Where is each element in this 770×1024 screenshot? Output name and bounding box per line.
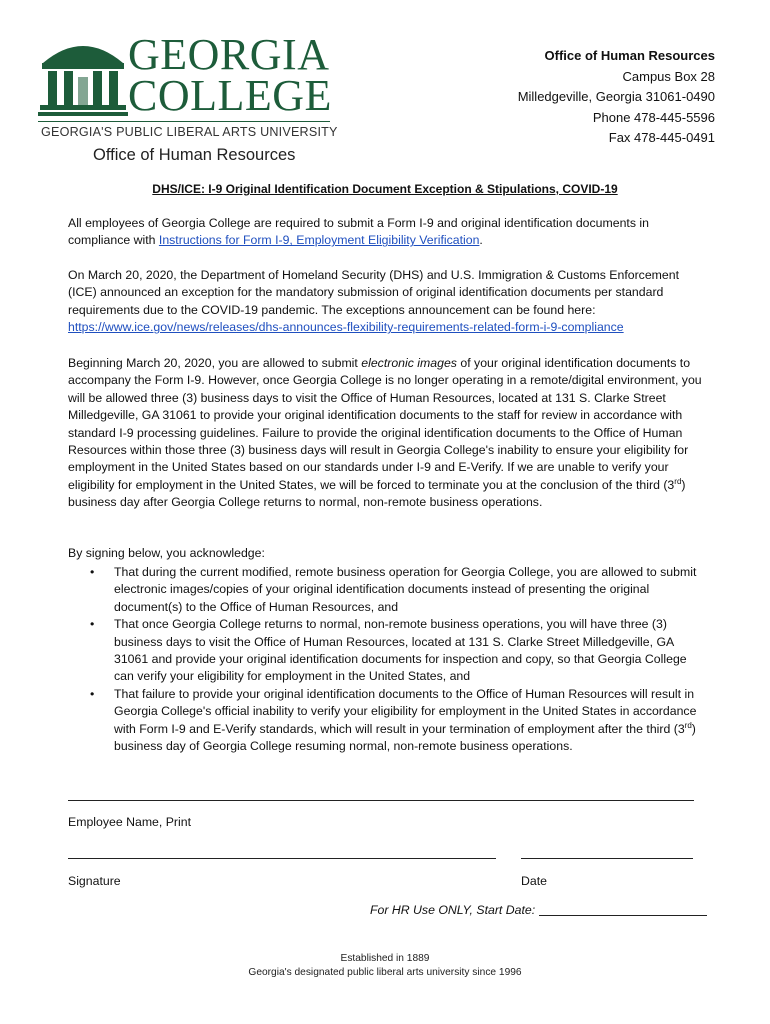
department-name: Office of Human Resources [93,146,296,164]
paragraph-electronic-images [68,355,708,512]
intro-text: All employees of Georgia College are required to submit a Form I-9 and original identification documents in compliance with [68,216,649,248]
acknowledgement-list [68,564,708,755]
footer [0,952,770,980]
bullet-icon: • [90,565,95,579]
date-label: Date [521,874,547,888]
list-item [68,616,708,686]
list-item-text: That during the current modified, remote business operation for Georgia College, you are allowed to submit electronic images/copies of your original identification documents instead of presenting the original document(s) to the Office of Human Resources, and [114,565,697,614]
address-city: Milledgeville, Georgia 31061-0490 [517,89,715,104]
logo-tagline: GEORGIA'S PUBLIC LIBERAL ARTS UNIVERSITY [41,125,338,139]
hr-start-date [370,903,707,917]
list-item-superscript: rd [684,720,692,730]
bullet-icon: • [90,686,95,701]
p3-text-c: ) business day after Georgia College returns to normal, non-remote business operations. [68,477,686,510]
list-item [68,564,708,616]
logo-divider [38,121,330,122]
p3-emphasis: electronic images [361,356,457,370]
document-title: DHS/ICE: I-9 Original Identification Document Exception & Stipulations, COVID-19 [152,182,618,196]
address-phone: Phone 478-445-5596 [592,109,715,125]
address-org: Office of Human Resources [544,48,715,63]
acknowledge-intro: By signing below, you acknowledge: [68,546,265,560]
employee-name-label: Employee Name, Print [68,815,192,829]
bullet-icon: • [90,617,95,632]
address-block [518,46,715,149]
p3-text-b: of your original identification documents to accompany the Form I-9. However, once Georgia College is no longer operating in a remote/digital environment, you will be allowed three (3) business days to visit the Office of Human Resources, located at 131 S. Clarke Street Milledgeville, GA 31061 to provide your original identification documents to the staff for review in accordance with standard I-9 processing guidelines. Failure to provide the original identification documents to the Office of Human Resources within those three (3) business days will result in Georgia College's inability to ensure your eligibility for employment in the United States based on our standards under I-9 and E-Verify. If we are unable to verify your eligibility for employment in the United States, we will be forced to terminate you at the conclusion of the third (3 [68,356,702,492]
hr-start-date-label: For HR Use ONLY, Start Date: [370,903,536,917]
list-item-text: That once Georgia College returns to normal, non-remote business operations, you will have three (3) business days to visit the Office of Human Resources, located at 131 S. Clarke Street Milledgeville, GA 31061 and provide your original identification documents for inspection and copy, so that Georgia College can verify your eligibility for employment in the United States, and [114,617,687,684]
p3-superscript: rd [674,476,682,486]
logo-wordmark-georgia: GEORGIA [128,30,330,79]
date-field[interactable] [521,858,693,859]
i9-instructions-link[interactable]: Instructions for Form I-9, Employment Eligibility Verification [158,233,480,248]
hr-start-date-field[interactable] [539,903,707,916]
paragraph-intro [68,215,708,250]
georgia-college-logo [38,30,338,165]
ice-announcement-link[interactable]: https://www.ice.gov/news/releases/dhs-announces-flexibility-requirements-related-form-i-9-compliance [68,320,624,335]
list-item-text: That failure to provide your original identification documents to the Office of Human Resources will result in Georgia College's official inability to verify your eligibility for employment in the United States in accordance with Form I-9 and E-Verify standards, which will result in your termination of employment after the third (3 [114,686,697,736]
address-fax: Fax 478-445-0491 [608,130,715,145]
dhs-text: On March 20, 2020, the Department of Homeland Security (DHS) and U.S. Immigration & Customs Enforcement (ICE) announced an exception for the mandatory submission of original identification documents per standard requirements due to the COVID-19 pandemic. The exceptions announcement can be found here: [68,268,680,317]
employee-name-field[interactable] [68,800,694,801]
signature-label: Signature [68,874,121,888]
address-box: Campus Box 28 [622,68,715,84]
footer-established: Established in 1889 [340,953,430,964]
column-building-icon [38,33,128,119]
logo-wordmark-college: COLLEGE [128,71,332,120]
p3-text-a: Beginning March 20, 2020, you are allowed to submit [68,356,362,370]
list-item-text-end: ) business day of Georgia College resuming normal, non-remote business operations. [114,721,696,754]
footer-designation: Georgia's designated public liberal arts university since 1996 [248,967,522,978]
intro-end: . [479,233,483,248]
signature-field[interactable] [68,858,496,859]
paragraph-dhs-exception [68,267,708,337]
list-item [68,686,708,756]
